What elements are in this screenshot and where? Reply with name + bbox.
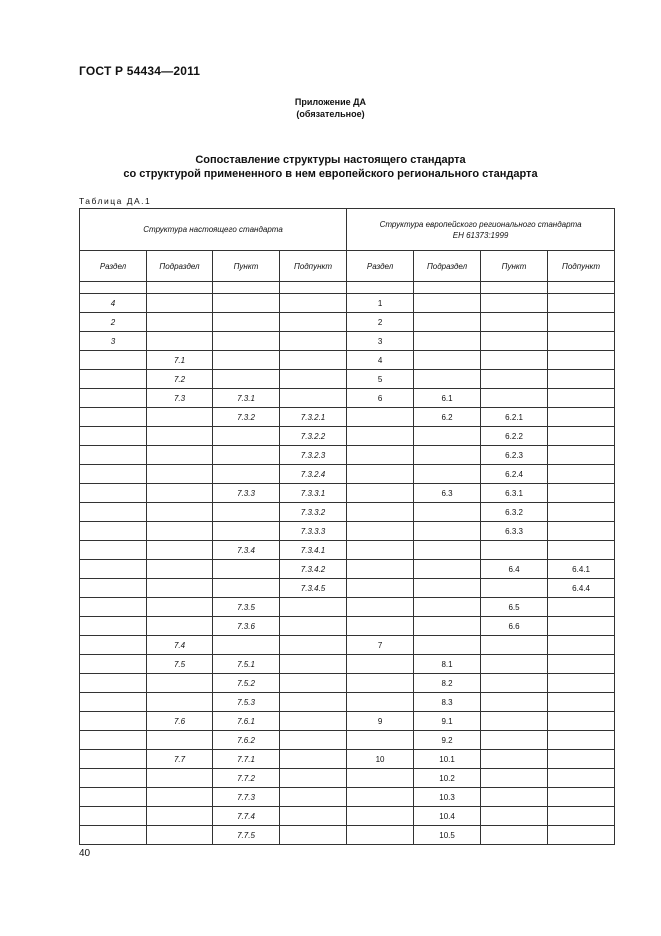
- table-cell: [548, 427, 615, 446]
- table-cell: [147, 465, 213, 484]
- annex-heading: [0, 96, 661, 120]
- table-cell: 7.3.4.1: [280, 541, 347, 560]
- table-cell: [147, 579, 213, 598]
- table-cell: 10: [347, 750, 414, 769]
- table-row: [80, 655, 615, 674]
- column-header: Раздел: [347, 251, 414, 282]
- table-cell: [80, 655, 147, 674]
- table-cell: 6: [347, 389, 414, 408]
- table-cell: [147, 541, 213, 560]
- table-row: [80, 351, 615, 370]
- table-cell: 7.2: [147, 370, 213, 389]
- table-cell: 4: [347, 351, 414, 370]
- table-cell: 6.3.1: [481, 484, 548, 503]
- table-cell: 3: [80, 332, 147, 351]
- table-cell: 8.1: [414, 655, 481, 674]
- annex-status: (обязательное): [296, 109, 365, 119]
- table-cell: [147, 826, 213, 845]
- table-cell: [414, 351, 481, 370]
- table-cell: [481, 313, 548, 332]
- table-cell: 6.2: [414, 408, 481, 427]
- table-cell: 7.3.1: [213, 389, 280, 408]
- table-cell: 6.2.4: [481, 465, 548, 484]
- table-cell: [548, 370, 615, 389]
- table-cell: 7.3.2.3: [280, 446, 347, 465]
- table-cell: [80, 389, 147, 408]
- table-cell: 7.3.3: [213, 484, 280, 503]
- column-header: Подпункт: [280, 251, 347, 282]
- table-cell: 7.7.2: [213, 769, 280, 788]
- table-cell: 9: [347, 712, 414, 731]
- table-cell: [80, 617, 147, 636]
- table-cell: [481, 807, 548, 826]
- table-cell: [213, 465, 280, 484]
- table-cell: 7.5.2: [213, 674, 280, 693]
- table-cell: 7.3.3.1: [280, 484, 347, 503]
- table-cell: [548, 522, 615, 541]
- table-cell: [80, 408, 147, 427]
- table-cell: 7.3.3.2: [280, 503, 347, 522]
- table-cell: [481, 351, 548, 370]
- table-cell: [347, 693, 414, 712]
- table-cell: 7.3.2.2: [280, 427, 347, 446]
- table-cell: [347, 560, 414, 579]
- table-cell: [80, 465, 147, 484]
- table-row: [80, 408, 615, 427]
- table-cell: [414, 465, 481, 484]
- table-cell: [548, 313, 615, 332]
- table-cell: [80, 446, 147, 465]
- table-cell: [147, 788, 213, 807]
- table-cell: [414, 579, 481, 598]
- table-cell: [414, 313, 481, 332]
- table-row: [80, 560, 615, 579]
- table-cell: 10.3: [414, 788, 481, 807]
- table-cell: [414, 617, 481, 636]
- table-cell: [80, 560, 147, 579]
- table-cell: 7.7.5: [213, 826, 280, 845]
- table-row: [80, 598, 615, 617]
- table-cell: 5: [347, 370, 414, 389]
- table-cell: [280, 313, 347, 332]
- title-line-1: Сопоставление структуры настоящего стандарта: [195, 154, 466, 166]
- table-cell: [481, 579, 548, 598]
- table-row: [80, 826, 615, 845]
- table-cell: 7.6: [147, 712, 213, 731]
- table-cell: 7.7: [147, 750, 213, 769]
- table-row: [80, 465, 615, 484]
- spacer-row: [80, 282, 615, 294]
- table-cell: 7.4: [147, 636, 213, 655]
- table-cell: [280, 731, 347, 750]
- table-row: [80, 674, 615, 693]
- table-row: [80, 750, 615, 769]
- table-cell: [347, 541, 414, 560]
- table-cell: [481, 693, 548, 712]
- table-cell: 6.2.1: [481, 408, 548, 427]
- table-cell: 2: [347, 313, 414, 332]
- table-cell: [481, 389, 548, 408]
- table-cell: 2: [80, 313, 147, 332]
- table-cell: [147, 598, 213, 617]
- table-cell: [414, 446, 481, 465]
- table-row: [80, 731, 615, 750]
- table-cell: 3: [347, 332, 414, 351]
- table-cell: [481, 541, 548, 560]
- table-cell: 10.2: [414, 769, 481, 788]
- table-cell: [80, 484, 147, 503]
- table-cell: [548, 655, 615, 674]
- table-cell: 9.1: [414, 712, 481, 731]
- table-cell: [481, 674, 548, 693]
- table-cell: [80, 636, 147, 655]
- table-cell: [147, 807, 213, 826]
- table-cell: [548, 541, 615, 560]
- table-caption: Таблица ДА.1: [79, 196, 152, 206]
- table-cell: [548, 807, 615, 826]
- column-header: Подраздел: [147, 251, 213, 282]
- table-cell: [280, 712, 347, 731]
- table-cell: [347, 731, 414, 750]
- structure-comparison-table: [79, 208, 615, 845]
- table-cell: [147, 503, 213, 522]
- table-cell: [280, 332, 347, 351]
- table-cell: [147, 446, 213, 465]
- table-cell: [548, 617, 615, 636]
- document-code: ГОСТ Р 54434—2011: [79, 64, 201, 78]
- table-cell: [548, 693, 615, 712]
- table-cell: [280, 617, 347, 636]
- table-cell: [548, 712, 615, 731]
- table-cell: [347, 522, 414, 541]
- table-row: [80, 712, 615, 731]
- table-cell: [548, 465, 615, 484]
- table-cell: 7.3.2.4: [280, 465, 347, 484]
- table-cell: [414, 636, 481, 655]
- table-row: [80, 294, 615, 313]
- column-header: Раздел: [80, 251, 147, 282]
- table-cell: [347, 655, 414, 674]
- table-cell: [347, 826, 414, 845]
- table-cell: 7.7.3: [213, 788, 280, 807]
- table-cell: [548, 769, 615, 788]
- table-cell: [548, 484, 615, 503]
- table-cell: 7.5.1: [213, 655, 280, 674]
- table-cell: 6.2.3: [481, 446, 548, 465]
- table-cell: [147, 484, 213, 503]
- table-cell: [147, 294, 213, 313]
- table-cell: [80, 579, 147, 598]
- table-cell: 7.7.1: [213, 750, 280, 769]
- group-header-european-line1: Структура европейского регионального стандарта: [379, 219, 582, 229]
- table-cell: 6.2.2: [481, 427, 548, 446]
- table-cell: [80, 427, 147, 446]
- table-cell: [80, 826, 147, 845]
- table-cell: [347, 484, 414, 503]
- table-cell: [548, 408, 615, 427]
- table-cell: 7.3.4: [213, 541, 280, 560]
- table-cell: 6.6: [481, 617, 548, 636]
- table-cell: [80, 769, 147, 788]
- table-cell: [213, 370, 280, 389]
- table-cell: [80, 522, 147, 541]
- column-header-row: [80, 251, 615, 282]
- table-cell: [481, 655, 548, 674]
- table-cell: [548, 389, 615, 408]
- table-cell: [80, 598, 147, 617]
- table-cell: [548, 503, 615, 522]
- table-cell: [347, 465, 414, 484]
- table-cell: [280, 636, 347, 655]
- table-cell: [347, 408, 414, 427]
- table-cell: [347, 598, 414, 617]
- table-cell: [280, 351, 347, 370]
- table-cell: 6.4: [481, 560, 548, 579]
- table-cell: [213, 427, 280, 446]
- table-cell: [414, 370, 481, 389]
- table-cell: [80, 351, 147, 370]
- table-cell: 8.2: [414, 674, 481, 693]
- table-cell: [213, 332, 280, 351]
- table-cell: [548, 826, 615, 845]
- table-cell: [414, 522, 481, 541]
- table-cell: [548, 332, 615, 351]
- table-cell: 7.3.5: [213, 598, 280, 617]
- table-cell: [280, 294, 347, 313]
- column-header: Подпункт: [548, 251, 615, 282]
- table-cell: [414, 294, 481, 313]
- table-cell: [548, 750, 615, 769]
- table-cell: 10.4: [414, 807, 481, 826]
- table-cell: 1: [347, 294, 414, 313]
- table-cell: [414, 427, 481, 446]
- table-cell: [280, 826, 347, 845]
- table-cell: 7.3.2: [213, 408, 280, 427]
- table-cell: [80, 503, 147, 522]
- table-row: [80, 541, 615, 560]
- table-cell: [481, 750, 548, 769]
- table-cell: [147, 560, 213, 579]
- table-cell: [280, 693, 347, 712]
- document-title: [0, 153, 661, 181]
- table-row: [80, 503, 615, 522]
- table-cell: 6.3.2: [481, 503, 548, 522]
- table-cell: [213, 446, 280, 465]
- table-cell: 8.3: [414, 693, 481, 712]
- table-row: [80, 788, 615, 807]
- table-row: [80, 332, 615, 351]
- table-cell: [548, 294, 615, 313]
- table-cell: 7.7.4: [213, 807, 280, 826]
- table-cell: [213, 313, 280, 332]
- table-cell: 7.5: [147, 655, 213, 674]
- table-cell: [347, 503, 414, 522]
- table-cell: [414, 332, 481, 351]
- column-header: Пункт: [481, 251, 548, 282]
- table-row: [80, 389, 615, 408]
- table-cell: [280, 769, 347, 788]
- table-cell: [414, 541, 481, 560]
- table-cell: [147, 674, 213, 693]
- table-cell: [548, 446, 615, 465]
- table-cell: [80, 750, 147, 769]
- table-cell: [80, 370, 147, 389]
- table-cell: 6.1: [414, 389, 481, 408]
- table-row: [80, 370, 615, 389]
- table-cell: [213, 294, 280, 313]
- table-cell: [481, 294, 548, 313]
- table-cell: [347, 807, 414, 826]
- table-cell: 6.3.3: [481, 522, 548, 541]
- table-cell: [147, 693, 213, 712]
- table-cell: [213, 503, 280, 522]
- table-cell: 7.6.1: [213, 712, 280, 731]
- table-cell: [147, 769, 213, 788]
- table-cell: [548, 788, 615, 807]
- table-cell: 7: [347, 636, 414, 655]
- title-line-2: со структурой примененного в нем европейского регионального стандарта: [123, 168, 538, 180]
- table-row: [80, 636, 615, 655]
- table-cell: [280, 370, 347, 389]
- table-row: [80, 617, 615, 636]
- table-cell: [280, 750, 347, 769]
- table-cell: 7.3.6: [213, 617, 280, 636]
- column-header: Подраздел: [414, 251, 481, 282]
- table-cell: [481, 332, 548, 351]
- table-cell: 9.2: [414, 731, 481, 750]
- table-cell: [414, 503, 481, 522]
- table-cell: 6.3: [414, 484, 481, 503]
- table-cell: [213, 522, 280, 541]
- table-cell: [347, 788, 414, 807]
- table-cell: 7.6.2: [213, 731, 280, 750]
- table-cell: 6.4.4: [548, 579, 615, 598]
- group-header-european: [347, 209, 615, 251]
- table-row: [80, 693, 615, 712]
- column-header: Пункт: [213, 251, 280, 282]
- table-cell: [481, 370, 548, 389]
- table-cell: [481, 636, 548, 655]
- table-cell: [414, 560, 481, 579]
- table-cell: [347, 769, 414, 788]
- table-cell: [147, 427, 213, 446]
- table-cell: 4: [80, 294, 147, 313]
- table-cell: [414, 598, 481, 617]
- group-header-national: Структура настоящего стандарта: [80, 209, 347, 251]
- table-cell: [280, 655, 347, 674]
- table-cell: [213, 351, 280, 370]
- annex-title: Приложение ДА: [294, 97, 367, 107]
- table-cell: [280, 807, 347, 826]
- table-cell: 10.5: [414, 826, 481, 845]
- table-row: [80, 769, 615, 788]
- table-cell: 7.3: [147, 389, 213, 408]
- table-cell: [347, 674, 414, 693]
- table-cell: [80, 807, 147, 826]
- table-cell: [347, 427, 414, 446]
- table-cell: [80, 693, 147, 712]
- table-cell: 7.1: [147, 351, 213, 370]
- table-cell: [548, 674, 615, 693]
- table-cell: 7.3.4.5: [280, 579, 347, 598]
- table-row: [80, 313, 615, 332]
- table-cell: [481, 712, 548, 731]
- table-cell: [280, 598, 347, 617]
- group-header-european-line2: ЕН 61373:1999: [452, 230, 509, 240]
- table-cell: 6.4.1: [548, 560, 615, 579]
- table-cell: 7.3.4.2: [280, 560, 347, 579]
- table-cell: [347, 617, 414, 636]
- table-row: [80, 579, 615, 598]
- table-cell: [347, 446, 414, 465]
- table-row: [80, 522, 615, 541]
- table-cell: [147, 332, 213, 351]
- table-cell: [147, 731, 213, 750]
- table-cell: [481, 826, 548, 845]
- table-cell: [481, 788, 548, 807]
- table-cell: [548, 731, 615, 750]
- table-cell: 10.1: [414, 750, 481, 769]
- table-body: [80, 282, 615, 845]
- table-row: [80, 446, 615, 465]
- table-cell: [548, 598, 615, 617]
- table-cell: [481, 769, 548, 788]
- table-cell: [213, 579, 280, 598]
- table-cell: [548, 351, 615, 370]
- table-cell: 7.3.3.3: [280, 522, 347, 541]
- table-cell: [280, 788, 347, 807]
- table-cell: [147, 617, 213, 636]
- table-cell: [347, 579, 414, 598]
- table-cell: [80, 712, 147, 731]
- page-number: 40: [79, 848, 91, 859]
- table-cell: [548, 636, 615, 655]
- table-cell: [147, 408, 213, 427]
- table-row: [80, 427, 615, 446]
- table-cell: [80, 788, 147, 807]
- table-cell: [80, 731, 147, 750]
- table-cell: [213, 636, 280, 655]
- table-cell: 7.3.2.1: [280, 408, 347, 427]
- table-cell: 7.5.3: [213, 693, 280, 712]
- table-cell: [80, 674, 147, 693]
- table-cell: [80, 541, 147, 560]
- table-cell: 6.5: [481, 598, 548, 617]
- table-cell: [481, 731, 548, 750]
- table-cell: [147, 522, 213, 541]
- table-row: [80, 484, 615, 503]
- table-cell: [147, 313, 213, 332]
- table-cell: [280, 389, 347, 408]
- table-row: [80, 807, 615, 826]
- table-cell: [213, 560, 280, 579]
- table-cell: [280, 674, 347, 693]
